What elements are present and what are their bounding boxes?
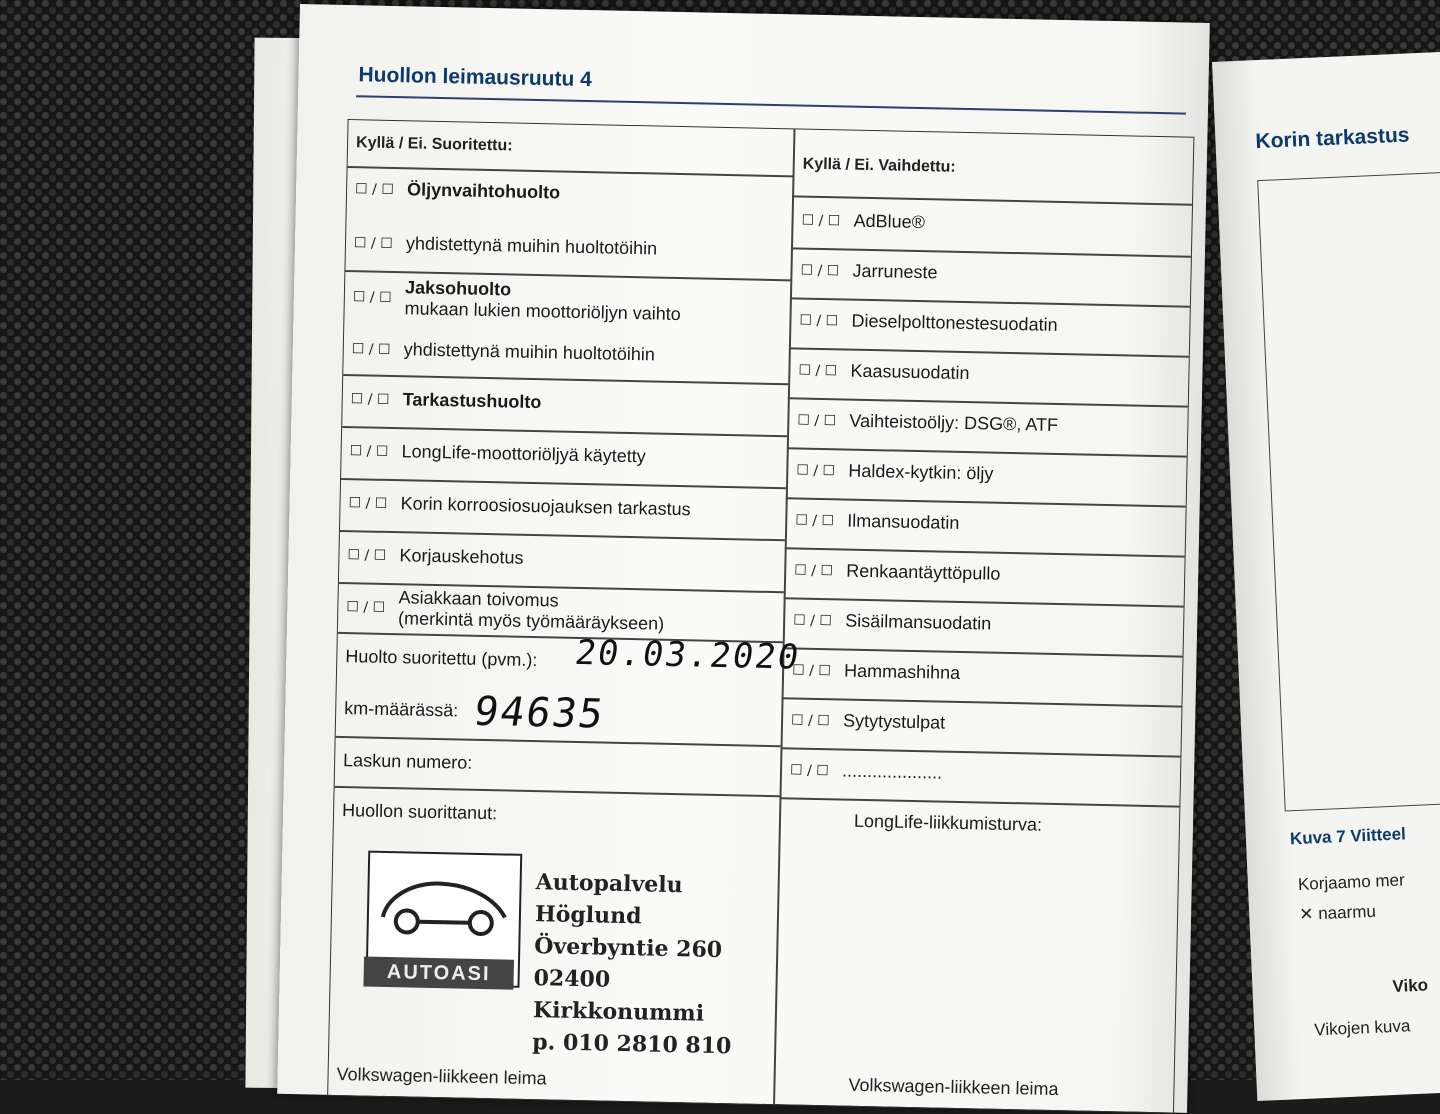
item-label: Ilmansuodatin: [847, 510, 960, 533]
car-icon: [376, 865, 512, 948]
row-line: [336, 736, 781, 747]
service-date-label: Huolto suoritettu (pvm.):: [345, 646, 538, 671]
row-line: [340, 530, 785, 541]
row-line: [348, 166, 793, 177]
row-line: [341, 478, 786, 489]
item-label: Sisäilmansuodatin: [844, 610, 992, 634]
item-label: Renkaantäyttöpullo: [846, 560, 1001, 584]
legend-scratch: ✕ naarmu: [1298, 901, 1377, 924]
figure-caption: Kuva 7 Viitteel: [1289, 824, 1407, 849]
item-gearbox-oil: [797, 410, 1058, 436]
stamp-company: Autopalvelu Höglund: [534, 869, 683, 930]
item-label: Hammashihna: [843, 660, 961, 683]
item-label: Vaihteistoöljy: DSG®, ATF: [849, 410, 1059, 435]
item-sublabel: (merkintä myös työmääräykseen): [397, 608, 665, 634]
item-label: Kaasusuodatin: [850, 360, 970, 384]
item-oil-service: [355, 178, 560, 203]
item-label: Dieselpolttonestesuodatin: [851, 310, 1058, 335]
checkbox-pair[interactable]: ☐ / ☐: [352, 289, 392, 306]
item-label: Sytytystulpat: [842, 710, 946, 733]
row-line: [782, 697, 1182, 707]
item-label: Korin korroosiosuojauksen tarkastus: [400, 493, 691, 520]
checkbox-pair[interactable]: ☐ / ☐: [797, 412, 837, 429]
item-label: Korjauskehotus: [399, 545, 524, 568]
checkbox-pair[interactable]: ☐ / ☐: [353, 234, 393, 252]
item-label: Öljynvaihtohuolto: [406, 179, 561, 203]
row-line: [787, 447, 1187, 457]
checkbox-pair[interactable]: ☐ / ☐: [794, 561, 834, 579]
row-line: [785, 547, 1185, 557]
page-title: Huollon leimausruutu 4: [358, 63, 593, 92]
row-line: [784, 597, 1184, 607]
service-grid: [327, 119, 1194, 1114]
item-label: Jaksohuolto: [404, 277, 512, 300]
row-line: [781, 747, 1181, 757]
item-tyre-inflator: [794, 559, 1001, 584]
item-haldex-oil: [796, 459, 993, 484]
checkbox-pair[interactable]: ☐ / ☐: [793, 611, 833, 629]
item-label: LongLife-moottoriöljyä käytetty: [401, 441, 646, 467]
checkbox-pair[interactable]: ☐ / ☐: [795, 511, 835, 529]
checkbox-pair[interactable]: ☐ / ☐: [790, 711, 830, 729]
checkbox-pair[interactable]: ☐ / ☐: [348, 494, 388, 512]
checkbox-pair[interactable]: ☐ / ☐: [354, 180, 395, 198]
item-adblue: [801, 210, 925, 234]
checkbox-pair[interactable]: ☐ / ☐: [799, 312, 839, 329]
item-text: [404, 277, 681, 325]
item-customer-wish: [346, 586, 665, 635]
checkbox-pair[interactable]: ☐ / ☐: [346, 599, 386, 616]
item-label: yhdistettynä muihin huoltotöihin: [403, 339, 656, 365]
row-line: [779, 797, 1179, 807]
item-label: Asiakkaan toivomus: [398, 587, 559, 611]
car-diagram-box: [1257, 170, 1440, 812]
item-longlife-oil: [349, 440, 645, 467]
service-date-handwritten: 20.03.2020: [572, 632, 804, 678]
row-line: [786, 497, 1186, 507]
stamp-phone: p. 010 2810 810: [532, 1029, 732, 1060]
item-combined-1: [354, 232, 658, 259]
item-label: yhdistettynä muihin huoltotöihin: [405, 233, 658, 259]
checkbox-pair[interactable]: ☐ / ☐: [351, 340, 391, 358]
checkbox-pair[interactable]: ☐ / ☐: [796, 461, 836, 479]
item-label: Haldex-kytkin: öljy: [848, 460, 994, 484]
item-blank: [790, 759, 942, 783]
row-line: [343, 374, 788, 385]
row-line: [335, 786, 780, 797]
item-label: Tarkastushuolto: [402, 389, 542, 413]
item-gas-filter: [798, 360, 969, 385]
checkbox-pair[interactable]: ☐ / ☐: [791, 661, 832, 679]
checkbox-pair[interactable]: ☐ / ☐: [801, 212, 841, 229]
row-line: [790, 297, 1190, 307]
row-line: [783, 647, 1183, 657]
item-inspection-service: [351, 388, 542, 413]
checkbox-pair[interactable]: ☐ / ☐: [798, 362, 838, 379]
row-line: [789, 347, 1189, 357]
service-record-page: [277, 4, 1210, 1113]
item-diesel-filter: [799, 310, 1058, 336]
stamp-logo: [365, 851, 522, 988]
item-timing-belt: [792, 659, 960, 684]
checkbox-pair[interactable]: ☐ / ☐: [350, 390, 390, 408]
footer-dealer-stamp-right: Volkswagen-liikkeen leima: [848, 1074, 1059, 1100]
defects-header: Viko: [1392, 975, 1429, 996]
row-line: [792, 195, 1192, 205]
checkbox-pair[interactable]: ☐ / ☐: [789, 761, 829, 779]
stamp-address: [532, 866, 788, 1063]
item-sublabel: mukaan lukien moottoriöljyn vaihto: [404, 298, 681, 325]
item-repair-request: [347, 544, 523, 569]
title-underline: [356, 95, 1186, 114]
checkbox-pair[interactable]: ☐ / ☐: [347, 546, 387, 564]
item-spark-plugs: [791, 709, 945, 733]
workshop-stamp: [365, 851, 788, 1060]
invoice-number-label: Laskun numero:: [342, 750, 473, 773]
legend-line: Korjaamo mer: [1297, 870, 1406, 895]
performer-label: Huollon suorittanut:: [341, 800, 498, 824]
longlife-label: LongLife-liikkumisturva:: [853, 810, 1043, 835]
item-label: AdBlue®: [853, 210, 926, 233]
item-corrosion-check: [348, 492, 691, 520]
right-page-title: Korin tarkastus: [1255, 123, 1410, 154]
item-text: [398, 587, 665, 635]
item-air-filter: [795, 509, 959, 533]
defects-row: Vikojen kuva: [1313, 1016, 1411, 1040]
header-performed: Kyllä / Ei. Suoritettu:: [355, 134, 513, 155]
item-label: Jarruneste: [852, 260, 938, 283]
header-replaced: Kyllä / Ei. Vaihdettu:: [802, 155, 956, 176]
checkbox-pair[interactable]: ☐ / ☐: [349, 442, 389, 460]
stamp-badge: AUTOASI: [363, 957, 514, 990]
row-line: [791, 247, 1191, 257]
item-cabin-filter: [793, 609, 991, 634]
item-interval-service: [352, 276, 681, 325]
item-combined-2: [352, 338, 656, 365]
km-label: km-määrässä:: [344, 698, 459, 721]
row-line: [342, 426, 787, 437]
item-brake-fluid: [800, 260, 937, 284]
stamp-street: Överbyntie 260: [534, 933, 723, 964]
item-label: ....................: [841, 760, 943, 783]
row-line: [788, 397, 1188, 407]
footer-dealer-stamp-left: Volkswagen-liikkeen leima: [336, 1064, 547, 1089]
checkbox-pair[interactable]: ☐ / ☐: [800, 262, 840, 279]
stamp-city: 02400 Kirkkonummi: [532, 965, 705, 1027]
km-handwritten: 94635: [470, 688, 609, 738]
